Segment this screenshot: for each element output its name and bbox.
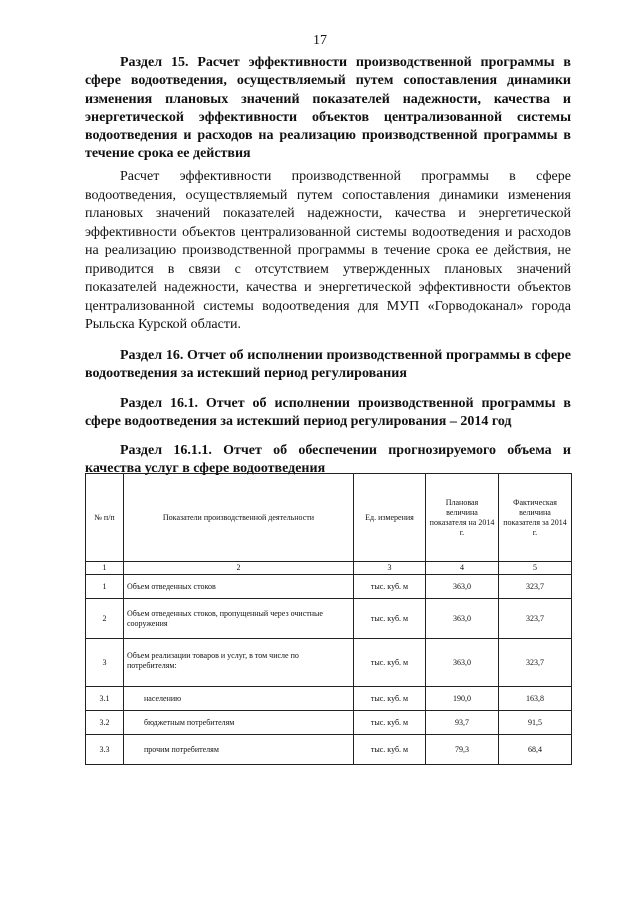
row-fact: 323,7	[499, 575, 572, 599]
section-15-heading: Раздел 15. Расчет эффективности производственной программы в сфере водоотведения, осуществляемый путем сопоставления динамики изменения плановых значений показателей надежности, качества и энергетической эффективности объектов централизованной системы водоотведения и расходов на реализацию производственной программы в течение срока ее действия	[85, 55, 571, 162]
row-unit: тыс. куб. м	[354, 599, 426, 639]
header-plan: Плановая величина показателя на 2014 г.	[426, 474, 499, 562]
services-report-table	[85, 473, 572, 765]
section-16-1-1-heading: Раздел 16.1.1. Отчет об обеспечении прогнозируемого объема и качества услуг в сфере водоотведения	[85, 443, 571, 477]
row-fact: 91,5	[499, 711, 572, 735]
row-plan: 363,0	[426, 599, 499, 639]
section-16-heading: Раздел 16. Отчет об исполнении производственной программы в сфере водоотведения за истекший период регулирования	[85, 348, 571, 382]
table-row	[86, 711, 572, 735]
row-num: 3.1	[86, 687, 124, 711]
row-fact: 323,7	[499, 639, 572, 687]
row-indicator: прочим потребителям	[124, 735, 354, 765]
section-15-body-block	[85, 168, 571, 335]
row-plan: 79,3	[426, 735, 499, 765]
row-indicator: населению	[124, 687, 354, 711]
table-row	[86, 639, 572, 687]
row-plan: 93,7	[426, 711, 499, 735]
row-fact: 163,8	[499, 687, 572, 711]
row-plan: 190,0	[426, 687, 499, 711]
header-fact: Фактическая величина показателя за 2014 г.	[499, 474, 572, 562]
table-header-row	[86, 474, 572, 562]
column-number: 3	[354, 562, 426, 575]
table-row	[86, 599, 572, 639]
row-indicator: Объем отведенных стоков, пропущенный через очистные сооружения	[124, 599, 354, 639]
row-plan: 363,0	[426, 575, 499, 599]
table-row	[86, 575, 572, 599]
row-indicator: Объем реализации товаров и услуг, в том числе по потребителям:	[124, 639, 354, 687]
section-15-body: Расчет эффективности производственной программы в сфере водоотведения, осуществляемый путем сопоставления динамики изменения плановых значений показателей надежности, качества и энергетической эффективности объектов централизованной системы водоотведения и расходов на реализацию производственной программы в течение срока ее действия, не приводится в связи с отсутствием утвержденных плановых значений показателей надежности, качества и энергетической эффективности объектов централизованной системы водоотведения для МУП «Горводоканал» города Рыльска Курской области.	[85, 169, 571, 332]
column-number: 2	[124, 562, 354, 575]
page-number: 17	[313, 33, 327, 48]
section-15	[85, 54, 571, 164]
row-plan: 363,0	[426, 639, 499, 687]
row-unit: тыс. куб. м	[354, 687, 426, 711]
section-16-1-heading: Раздел 16.1. Отчет об исполнении производственной программы в сфере водоотведения за истекший период регулирования – 2014 год	[85, 396, 571, 430]
row-num: 3	[86, 639, 124, 687]
row-unit: тыс. куб. м	[354, 639, 426, 687]
column-number: 4	[426, 562, 499, 575]
row-indicator: Объем отведенных стоков	[124, 575, 354, 599]
column-number: 5	[499, 562, 572, 575]
row-indicator: бюджетным потребителям	[124, 711, 354, 735]
row-num: 3.3	[86, 735, 124, 765]
row-unit: тыс. куб. м	[354, 735, 426, 765]
header-indicator: Показатели производственной деятельности	[124, 474, 354, 562]
section-16	[85, 347, 571, 384]
row-unit: тыс. куб. м	[354, 711, 426, 735]
table-row	[86, 735, 572, 765]
section-16-1	[85, 395, 571, 432]
row-num: 1	[86, 575, 124, 599]
row-num: 2	[86, 599, 124, 639]
table-row	[86, 687, 572, 711]
row-num: 3.2	[86, 711, 124, 735]
column-number: 1	[86, 562, 124, 575]
row-unit: тыс. куб. м	[354, 575, 426, 599]
column-number-row	[86, 562, 572, 575]
header-num: № п/п	[86, 474, 124, 562]
header-unit: Ед. измерения	[354, 474, 426, 562]
row-fact: 68,4	[499, 735, 572, 765]
row-fact: 323,7	[499, 599, 572, 639]
